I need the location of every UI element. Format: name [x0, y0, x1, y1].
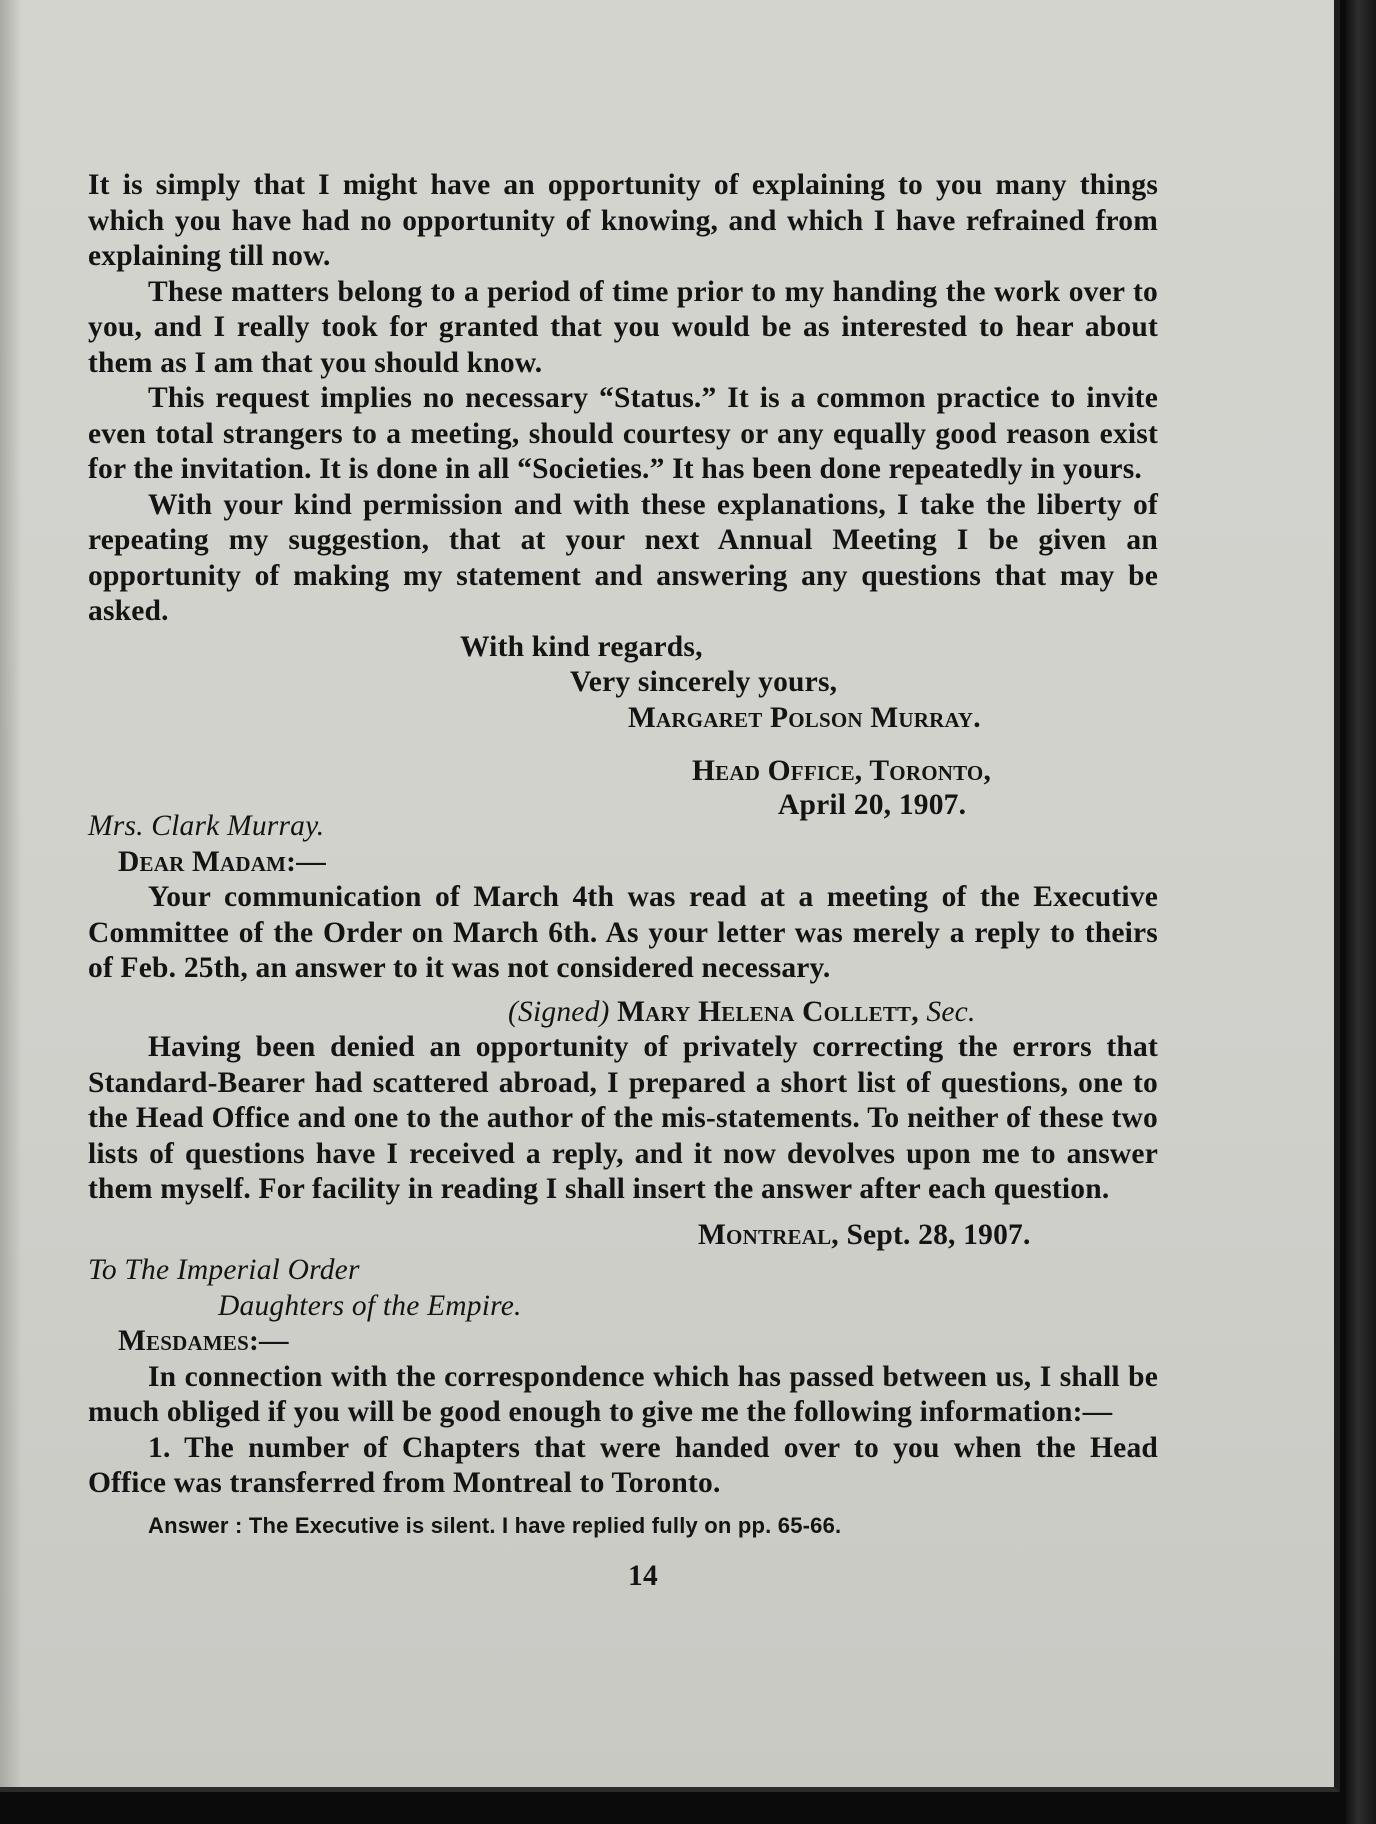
- letter2-addressee: Mrs. Clark Murray.: [88, 810, 325, 842]
- signature-murray: Margaret Polson Murray.: [628, 701, 981, 734]
- answer-1: Answer : The Executive is silent. I have replied fully on pp. 65-66.: [148, 1512, 842, 1538]
- letter3-place: Montreal,: [698, 1218, 839, 1251]
- narrative-paragraph: Having been denied an opportunity of privately correcting the errors that Standard-Bearer had scattered abroad, I prepared a short list of questions, one to the Head Office and one to the author of the mis-statements. To neither of these two lists of questions have I received a reply, and it now devolves upon me to answer them myself. For facility in reading I shall insert the answer after each question.: [88, 1031, 1158, 1205]
- paragraph-3: This request implies no necessary “Status.” It is a common practice to invite even total strangers to a meeting, should courtesy or any equally good reason exist for the invitation. It is done in all “Societies.” It has been done repeatedly in yours.: [88, 382, 1158, 485]
- paragraph-4: With your kind permission and with these explanations, I take the liberty of repeating my suggestion, that at your next Annual Meeting I be given an opportunity of making my statement and answering any questions that may be asked.: [88, 488, 1158, 627]
- book-spine: [1346, 0, 1376, 1824]
- letter2-place: Head Office, Toronto,: [692, 755, 992, 787]
- letter3-salutation: Mesdames:—: [118, 1325, 289, 1357]
- letter3-body: In connection with the correspondence which has passed between us, I shall be much obliged if you will be good enough to give me the following information:—: [88, 1360, 1158, 1428]
- letter3-to-line1: To The Imperial Order: [88, 1254, 360, 1286]
- signed-title: Sec.: [926, 995, 976, 1028]
- closing-regards: With kind regards,: [460, 630, 703, 663]
- letter2-salutation: Dear Madam:—: [118, 845, 326, 878]
- paragraph-1: It is simply that I might have an opportunity of explaining to you many things which you have had no opportunity of knowing, and which I have refrained from explaining till now.: [88, 169, 1158, 272]
- letter3-dateline: [698, 1218, 1158, 1254]
- closing-yours: Very sincerely yours,: [570, 666, 838, 698]
- letter3-to-line2: Daughters of the Empire.: [218, 1289, 522, 1322]
- paragraph-2: These matters belong to a period of time prior to my handing the work over to you, and I really took for granted that you would be as interested to hear about them as I am that you should know.: [88, 275, 1158, 379]
- letter2-signature: [508, 995, 1158, 1031]
- question-1: 1. The number of Chapters that were handed over to you when the Head Office was transferred from Montreal to Toronto.: [88, 1431, 1158, 1499]
- letter2-body: Your communication of March 4th was read at a meeting of the Executive Committee of the Order on March 6th. As your letter was merely a reply to theirs of Feb. 25th, an answer to it was not considered necessary.: [88, 881, 1158, 984]
- signed-name: Mary Helena Collett,: [617, 995, 919, 1028]
- page-number: 14: [628, 1560, 658, 1592]
- page-text: [88, 168, 1158, 1595]
- signed-label: (Signed): [508, 995, 610, 1028]
- letter3-date: Sept. 28, 1907.: [846, 1218, 1031, 1251]
- letter2-date: April 20, 1907.: [778, 788, 967, 821]
